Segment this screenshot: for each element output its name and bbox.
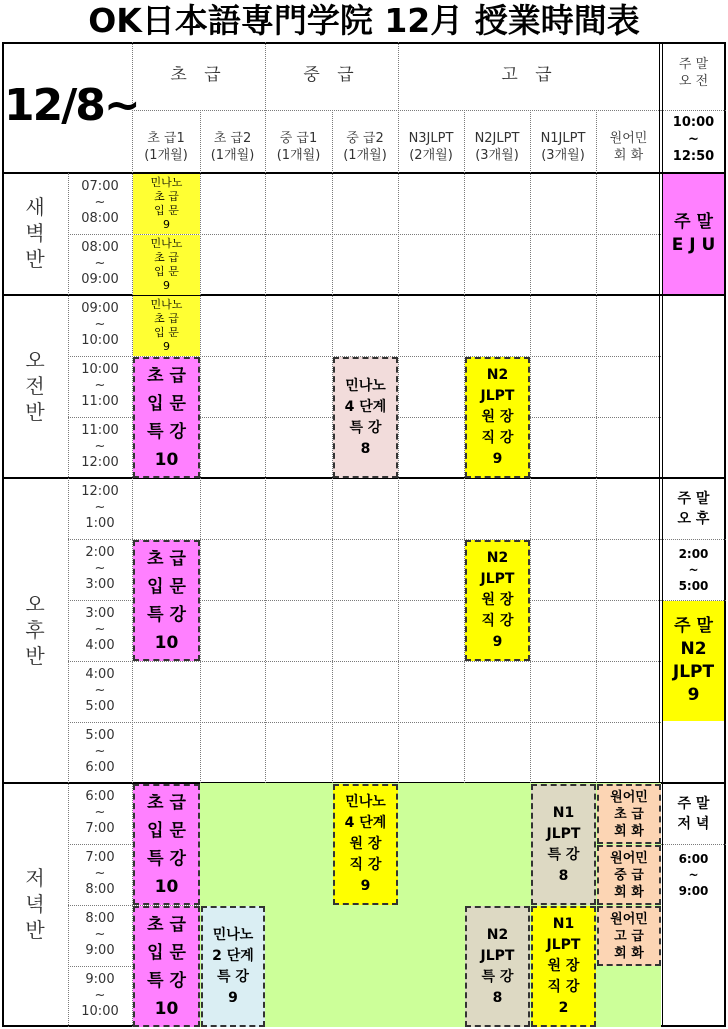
time-label: 5:00 ~ 6:00 <box>85 728 115 775</box>
time-label: 08:00 ~ 09:00 <box>81 240 119 287</box>
class-cell: 민나노 초 급 입 문 9 <box>133 235 200 295</box>
weekend-header-time: 10:00 ~ 12:50 <box>672 115 715 164</box>
class-cell: 초 급 입 문 특 강 10 <box>133 357 200 478</box>
grid-line <box>724 42 726 1027</box>
time-label: 10:00 ~ 11:00 <box>81 362 119 409</box>
time-label: 7:00 ~ 8:00 <box>85 850 115 897</box>
weekend-cell: 주 말 E J U <box>663 174 724 294</box>
grid-line-dotted <box>132 110 661 111</box>
class-cell: 민나노 4 단계 특 강 8 <box>333 357 398 478</box>
session-label: 저 녁 반 <box>25 866 45 942</box>
column-header: 중 급2 (1개월) <box>343 131 387 163</box>
class-cell: 원어민 초 급 회 화 <box>597 784 661 844</box>
grid-line <box>2 42 726 44</box>
time-label: 4:00 ~ 5:00 <box>85 667 115 714</box>
grid-line <box>2 172 726 174</box>
column-header: N1JLPT (3개월) <box>540 131 586 163</box>
class-cell: 초 급 입 문 특 강 10 <box>133 784 200 905</box>
class-cell: 초 급 입 문 특 강 10 <box>133 906 200 1027</box>
time-label: 07:00 ~ 08:00 <box>81 179 119 226</box>
time-label: 9:00 ~ 10:00 <box>81 972 119 1019</box>
time-label: 8:00 ~ 9:00 <box>85 911 115 958</box>
grid-line-dotted <box>68 722 661 723</box>
class-cell: 민나노 초 급 입 문 9 <box>133 174 200 234</box>
column-header: 초 급1 (1개월) <box>144 131 188 163</box>
time-label: 2:00 ~ 3:00 <box>85 545 115 592</box>
session-label: 오 전 반 <box>25 347 45 424</box>
time-label: 09:00 ~ 10:00 <box>81 301 119 348</box>
group-header-advanced: 고 급 <box>501 65 558 85</box>
date-label: 12/8~ <box>4 80 139 131</box>
class-cell: 민나노 2 단계 특 강 9 <box>201 906 265 1027</box>
class-cell: 원어민 중 급 회 화 <box>597 845 661 905</box>
weekend-cell: 6:00 ~ 9:00 <box>663 845 724 904</box>
weekend-cell: 2:00 ~ 5:00 <box>663 540 724 599</box>
time-label: 6:00 ~ 7:00 <box>85 789 115 836</box>
grid-line-dotted <box>661 110 726 111</box>
column-header: N3JLPT (2개월) <box>408 131 454 163</box>
weekend-cell: 주 말 N2 JLPT 9 <box>663 601 724 721</box>
column-header: N2JLPT (3개월) <box>474 131 520 163</box>
class-cell: 민나노 4 단계 원 장 직 강 9 <box>333 784 398 905</box>
group-header-intermediate: 중 급 <box>303 65 360 85</box>
time-label: 11:00 ~ 12:00 <box>81 423 119 470</box>
grid-line-dotted <box>68 661 661 662</box>
class-cell: N1 JLPT 원 장 직 강 2 <box>531 906 596 1027</box>
class-cell: 원어민 고 급 회 화 <box>597 906 661 966</box>
class-cell: N2 JLPT 특 강 8 <box>465 906 530 1027</box>
session-label: 오 후 반 <box>25 591 45 668</box>
group-header-beginner: 초 급 <box>170 65 227 85</box>
timetable <box>2 42 726 1027</box>
weekend-cell: 주 말 저 녁 <box>663 784 724 843</box>
time-label: 3:00 ~ 4:00 <box>85 606 115 653</box>
class-cell: N2 JLPT 원 장 직 강 9 <box>465 540 530 661</box>
column-header: 초 급2 (1개월) <box>210 131 255 163</box>
weekend-header: 주 말 오 전 <box>678 57 709 89</box>
session-label: 새 벽 반 <box>25 195 45 271</box>
column-header: 중 급1 (1개월) <box>276 131 321 163</box>
column-header: 원어민 회 화 <box>609 131 648 163</box>
class-cell: 민나노 초 급 입 문 9 <box>133 296 200 356</box>
time-label: 12:00 ~ 1:00 <box>81 484 119 531</box>
grid-line <box>661 294 726 296</box>
class-cell: N1 JLPT 특 강 8 <box>531 784 596 905</box>
class-cell: N2 JLPT 원 장 직 강 9 <box>465 357 530 478</box>
class-cell: 초 급 입 문 특 강 10 <box>133 540 200 661</box>
page-title: OK日本語専門学院 12月 授業時間表 <box>88 1 640 40</box>
weekend-cell: 주 말 오 후 <box>663 479 724 538</box>
